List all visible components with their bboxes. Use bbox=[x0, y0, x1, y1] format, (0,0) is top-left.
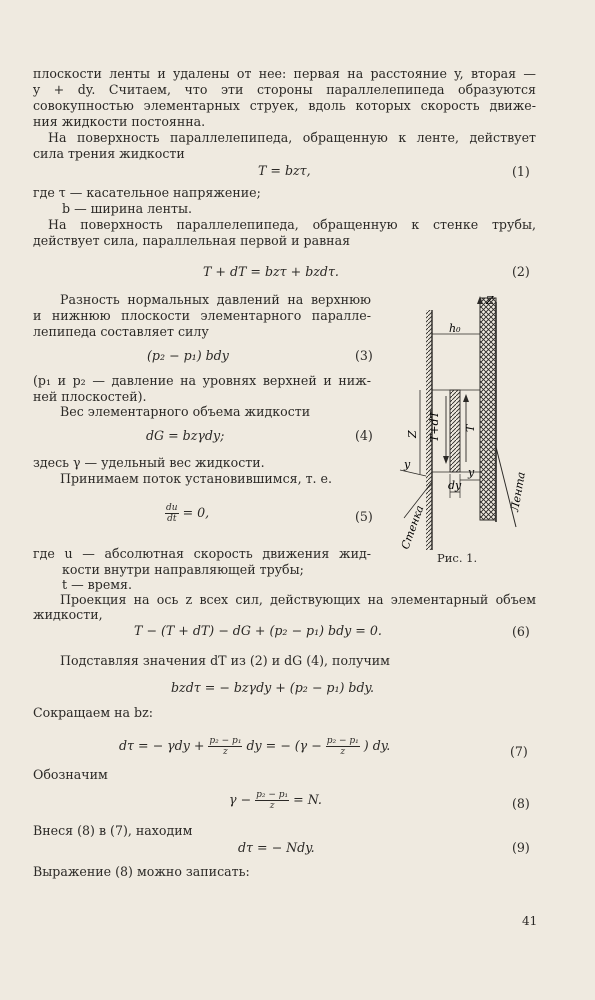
label-wall: Стенка bbox=[398, 503, 427, 552]
text-line: Принимаем поток установившимся, т. е. bbox=[60, 471, 333, 486]
equation-4: dG = bzγdy; bbox=[146, 428, 225, 443]
label-y2: y bbox=[468, 466, 475, 479]
text-line: Обозначим bbox=[33, 767, 108, 782]
label-tape: Лента bbox=[508, 470, 528, 513]
page-number: 41 bbox=[522, 914, 538, 928]
figure-tube-diagram bbox=[396, 292, 532, 562]
equation-part: dy = − (γ − bbox=[246, 738, 322, 753]
fraction bbox=[255, 790, 289, 811]
equation-part: = N. bbox=[293, 792, 322, 807]
fraction-numerator: p₂ − p₁ bbox=[256, 790, 289, 800]
label-h0: h₀ bbox=[449, 322, 461, 335]
text-line: Проекция на ось z всех сил, действующих на элементарный объем bbox=[60, 592, 536, 607]
figure-caption: Рис. 1. bbox=[437, 551, 478, 565]
text-line: ния жидкости постоянна. bbox=[33, 114, 206, 129]
equation-number: (1) bbox=[512, 164, 530, 179]
equation-2: T + dT = bzτ + bzdτ. bbox=[203, 264, 339, 279]
text-line: здесь γ — удельный вес жидкости. bbox=[33, 455, 265, 470]
equation-number: (9) bbox=[512, 840, 530, 855]
tape-hatch bbox=[480, 298, 496, 520]
equation-number: (2) bbox=[512, 264, 530, 279]
text-line: плоскости ленты и удалены от нее: первая на расстояние y, вторая — bbox=[33, 66, 536, 81]
text-line: Внеся (8) в (7), находим bbox=[33, 823, 193, 838]
fraction-denominator: dt bbox=[167, 514, 177, 524]
label-y: y bbox=[404, 458, 411, 471]
text-line: кости внутри направляющей трубы; bbox=[62, 562, 304, 577]
fraction-numerator: p₂ − p₁ bbox=[326, 736, 359, 746]
arrow-up-icon bbox=[463, 394, 469, 402]
equation-number: (7) bbox=[510, 744, 528, 759]
equation-number: (4) bbox=[355, 428, 373, 443]
text-line: Разность нормальных давлений на верхнюю bbox=[60, 292, 371, 307]
text-line: (p₁ и p₂ — давление на уровнях верхней и ниж- bbox=[33, 373, 371, 388]
text-line: где u — абсолютная скорость движения жид- bbox=[33, 546, 371, 561]
equation-1: T = bzτ, bbox=[258, 163, 311, 178]
text-line: Выражение (8) можно записать: bbox=[33, 864, 250, 879]
arrow-down-icon bbox=[443, 456, 449, 464]
label-t: T bbox=[464, 424, 477, 432]
equation-7 bbox=[119, 736, 390, 757]
equation-8 bbox=[229, 790, 322, 811]
text-line: y + dy. Считаем, что эти стороны параллелепипеда образуются bbox=[33, 82, 536, 97]
label-t-dt: T+dT bbox=[428, 411, 441, 442]
text-line: сила трения жидкости bbox=[33, 146, 185, 161]
text-line: На поверхность параллелепипеда, обращенную к ленте, действует bbox=[48, 130, 536, 145]
text-line: Подставляя значения dT из (2) и dG (4), получим bbox=[60, 653, 390, 668]
text-line: где τ — касательное напряжение; bbox=[33, 185, 261, 200]
equation-5 bbox=[165, 503, 209, 524]
text-line: t — время. bbox=[62, 577, 133, 592]
equation-part: γ − bbox=[229, 792, 252, 807]
text-line: и нижнюю плоскости элементарного паралле- bbox=[33, 308, 371, 323]
fraction bbox=[165, 503, 179, 524]
equation-part: dτ = − γdy + bbox=[119, 738, 205, 753]
text-line: b — ширина ленты. bbox=[62, 201, 192, 216]
equation-substituted: bzdτ = − bzγdy + (p₂ − p₁) bdy. bbox=[171, 680, 374, 695]
equation-part: ) dy. bbox=[363, 738, 391, 753]
text-line: ней плоскостей). bbox=[33, 389, 147, 404]
fraction-denominator: z bbox=[269, 801, 275, 811]
text-line: Сокращаем на bz: bbox=[33, 705, 153, 720]
text-line: жидкости, bbox=[33, 607, 103, 622]
fraction-numerator: p₂ − p₁ bbox=[209, 736, 242, 746]
equation-number: (3) bbox=[355, 348, 373, 363]
equation-6: T − (T + dT) − dG + (p₂ − p₁) bdy = 0. bbox=[134, 623, 382, 638]
equation-rest: = 0, bbox=[182, 505, 210, 520]
equation-number: (5) bbox=[355, 509, 373, 524]
text-line: лепипеда составляет силу bbox=[33, 324, 209, 339]
text-line: На поверхность параллелепипеда, обращенную к стенке трубы, bbox=[48, 217, 536, 232]
fraction-numerator: du bbox=[166, 503, 178, 513]
text-line: Вес элементарного объема жидкости bbox=[60, 404, 311, 419]
equation-number: (6) bbox=[512, 624, 530, 639]
fraction bbox=[326, 736, 360, 757]
element-block bbox=[450, 390, 460, 472]
label-z-top: Z bbox=[486, 294, 494, 307]
equation-9: dτ = − Ndy. bbox=[238, 840, 315, 855]
text-line: совокупностью элементарных струек, вдоль которых скорость движе- bbox=[33, 98, 536, 113]
text-line: действует сила, параллельная первой и равная bbox=[33, 233, 351, 248]
fraction-denominator: z bbox=[223, 747, 228, 757]
equation-3: (p₂ − p₁) bdy bbox=[147, 348, 229, 363]
label-z: Z bbox=[406, 430, 419, 438]
fraction-denominator: z bbox=[340, 747, 346, 757]
label-dy: dy bbox=[448, 479, 462, 492]
fraction bbox=[208, 736, 242, 757]
equation-number: (8) bbox=[512, 796, 530, 811]
